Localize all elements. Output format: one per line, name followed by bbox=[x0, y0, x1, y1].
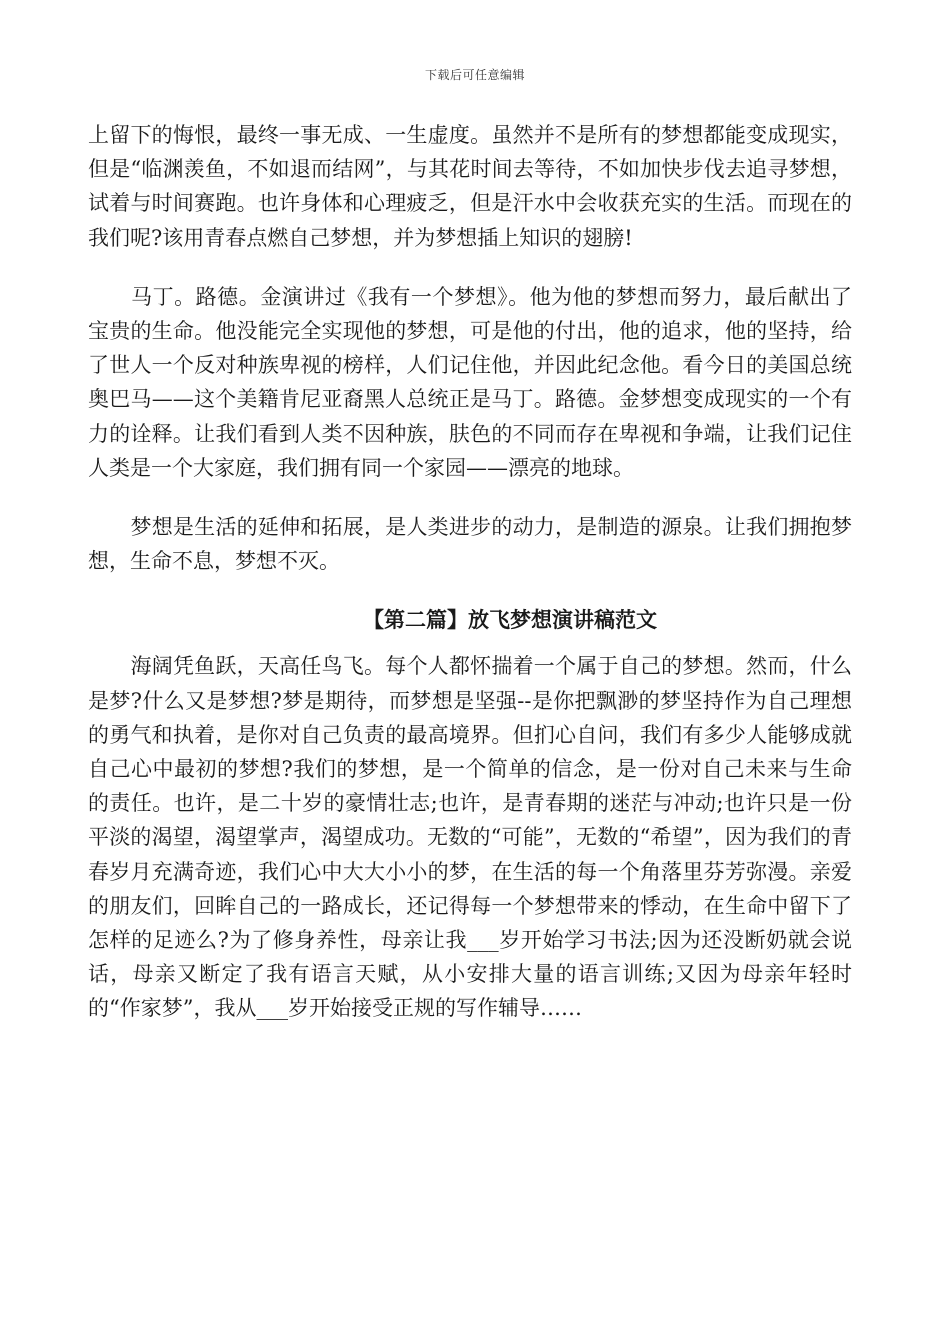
page-header: 下载后可任意编辑 bbox=[424, 68, 525, 82]
section-heading: 【第二篇】放飞梦想演讲稿范文 bbox=[363, 607, 657, 633]
paragraph-2-text: 马丁。路德。金演讲过《我有一个梦想》。他为他的梦想而努力，最后献出了宝贵的生命。他没能完全实现他的梦想，可是他的付出，他的追求，他的坚持，给了世人一个反对种族卑视的榜样，人们记住他，并因此纪念他。看今日的美国总统奥巴马——这个美籍肯尼亚裔黑人总统正是马丁。路德。金梦想变成现实的一个有力的诠释。让我们看到人类不因种族，肤色的不同而存在卑视和争端，让我们记住人类是一个大家庭，我们拥有同一个家园——漂亮的地球。 bbox=[88, 284, 853, 480]
section-paragraph-text: 海阔凭鱼跃，天高任鸟飞。每个人都怀揣着一个属于自己的梦想。然而，什么是梦?什么又是梦想?梦是期待，而梦想是坚强--是你把飘渺的梦坚持作为自己理想的勇气和执着，是你对自己负责的最高境界。但扪心自问，我们有多少人能够成就自己心中最初的梦想?我们的梦想，是一个简单的信念，是一份对自己未来与生命的责任。也许，是二十岁的豪情壮志;也许，是青春期的迷茫与冲动;也许只是一份平淡的渴望，渴望掌声，渴望成功。无数的“可能”，无数的“希望”，因为我们的青春岁月充满奇迹，我们心中大大小小的梦，在生活的每一个角落里芬芳弥漫。亲爱的朋友们，回眸自己的一路成长，还记得每一个梦想带来的悸动，在生命中留下了怎样的足迹么?为了修身养性，母亲让我___岁开始学习书法;因为还没断奶就会说话，母亲又断定了我有语言天赋，从小安排大量的语言训练;又因为母亲年轻时的“作家梦”，我从___岁开始接受正规的写作辅导…… bbox=[88, 654, 853, 1021]
paragraph-3-text: 梦想是生活的延伸和拓展，是人类进步的动力，是制造的源泉。让我们拥抱梦想，生命不息，梦想不灭。 bbox=[88, 515, 853, 574]
paragraph-2 bbox=[88, 280, 852, 485]
paragraph-3 bbox=[88, 510, 852, 578]
paragraph-2-indent bbox=[88, 285, 131, 309]
paragraph-3-indent bbox=[88, 515, 130, 539]
paragraph-1: 上留下的悔恨，最终一事无成、一生虚度。虽然并不是所有的梦想都能变成现实，但是“临渊羡鱼，不如退而结网”，与其花时间去等待，不如加快步伐去追寻梦想，试着与时间赛跑。也许身体和心理疲乏，但是汗水中会收获充实的生活。而现在的我们呢?该用青春点燃自己梦想，并为梦想插上知识的翅膀! bbox=[88, 123, 852, 250]
section-paragraph-indent bbox=[88, 654, 130, 678]
document-body bbox=[88, 118, 852, 1026]
section-paragraph bbox=[88, 649, 852, 1025]
